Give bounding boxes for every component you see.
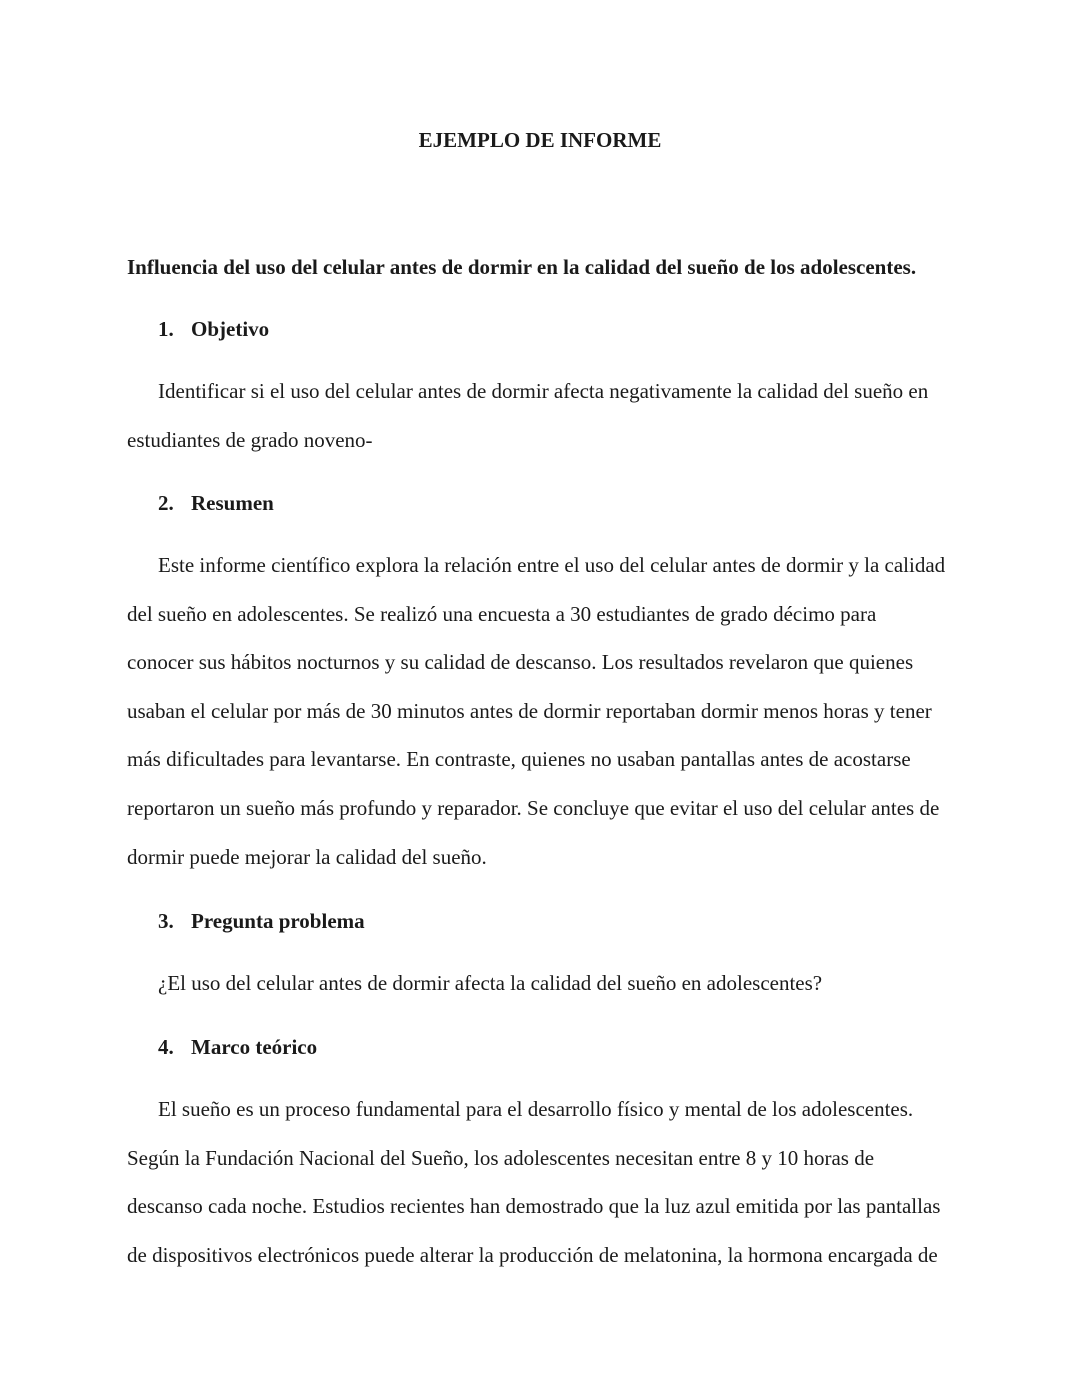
section-heading-pregunta-problema [158, 907, 365, 935]
paragraph-line: del sueño en adolescentes. Se realizó una encuesta a 30 estudiantes de grado décimo para [127, 601, 877, 626]
section-number: 2. [158, 491, 174, 515]
section-number: 1. [158, 317, 174, 341]
paragraph-line: ¿El uso del celular antes de dormir afecta la calidad del sueño en adolescentes? [158, 971, 823, 995]
paragraph-line: reportaron un sueño más profundo y reparador. Se concluye que evitar el uso del celular antes de [127, 795, 940, 820]
section-number: 3. [158, 909, 174, 933]
section-title: Pregunta problema [191, 909, 365, 933]
paragraph-line: conocer sus hábitos nocturnos y su calidad de descanso. Los resultados revelaron que quienes [127, 650, 914, 675]
document-heading: EJEMPLO DE INFORME [418, 128, 662, 152]
paragraph-objetivo [127, 367, 957, 464]
section-title: Marco teórico [191, 1035, 318, 1059]
paragraph-line: El sueño es un proceso fundamental para el desarrollo físico y mental de los adolescentes. [158, 1097, 914, 1121]
report-title: Influencia del uso del celular antes de dormir en la calidad del sueño de los adolescentes. [127, 255, 917, 279]
paragraph-line: Identificar si el uso del celular antes de dormir afecta negativamente la calidad del sueño en [158, 379, 929, 403]
section-heading-resumen [158, 489, 274, 517]
paragraph-line: de dispositivos electrónicos puede alterar la producción de melatonina, la hormona encargada de [127, 1242, 938, 1267]
section-title: Resumen [191, 491, 274, 515]
paragraph-line: usaban el celular por más de 30 minutos antes de dormir reportaban dormir menos horas y tener [127, 698, 932, 723]
section-number: 4. [158, 1035, 174, 1059]
paragraph-line: más dificultades para levantarse. En contraste, quienes no usaban pantallas antes de acostarse [127, 747, 911, 772]
paragraph-resumen [127, 541, 957, 881]
paragraph-line: Según la Fundación Nacional del Sueño, los adolescentes necesitan entre 8 y 10 horas de [127, 1145, 875, 1170]
paragraph-line: Este informe científico explora la relación entre el uso del celular antes de dormir y la calidad [158, 553, 946, 577]
paragraph-pregunta-problema [127, 959, 957, 1008]
paragraph-marco-teorico [127, 1085, 957, 1279]
section-heading-objetivo [158, 315, 269, 343]
section-heading-marco-teorico [158, 1033, 317, 1061]
paragraph-line: descanso cada noche. Estudios recientes han demostrado que la luz azul emitida por las pantallas [127, 1194, 941, 1219]
paragraph-line: estudiantes de grado noveno- [127, 427, 373, 452]
section-title: Objetivo [191, 317, 270, 341]
paragraph-line: dormir puede mejorar la calidad del sueño. [127, 844, 487, 869]
